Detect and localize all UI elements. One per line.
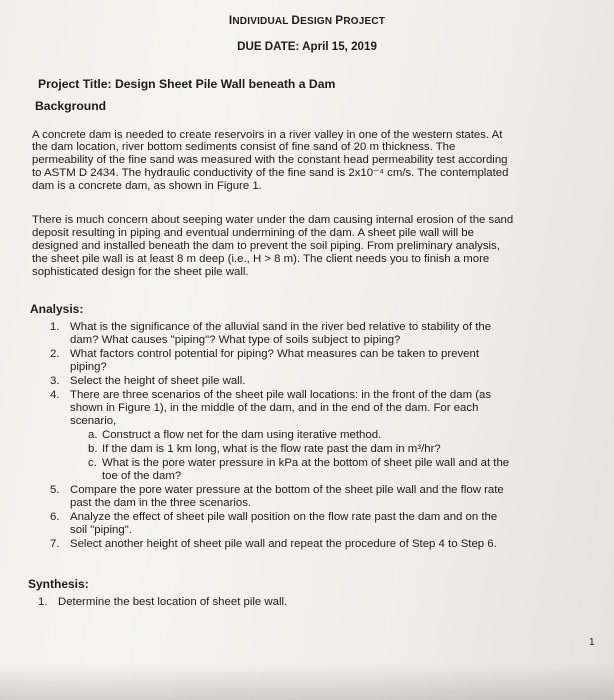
list-item: 7. Select another height of sheet pile wall and repeat the procedure of Step 4 to Step 6. bbox=[50, 538, 497, 550]
analysis-heading: Analysis: bbox=[30, 302, 84, 316]
project-type-heading: INDIVIDUAL DESIGN PROJECT bbox=[228, 13, 386, 27]
document-page: INDIVIDUAL DESIGN PROJECT DUE DATE: April 15, 2019 Project Title: Design Sheet Pile Wall beneath a Dam Background A concrete dam is needed to create reservoirs in a river valley in one of the western states. At the dam location, river bottom sediments consist of fine sand of 20 m thickness. The permeability of the fine sand was measured with the constant head permeability test according to ASTM D 2434. The hydraulic conductivity of the fine sand is 2x10⁻⁴ cm/s. The contemplated dam is a concrete dam, as shown in Figure 1. There is much concern about seeping water under the dam causing internal erosion of the sand deposit resulting in piping and eventual undermining of the dam. A sheet pile wall will be designed and installed beneath the dam to prevent the soil piping. From preliminary analysis, the sheet pile wall is at least 8 m deep (i.e., H > 8 m). The client needs you to finish a more sophisticated design for the sheet pile wall. Analysis: 1. What is the significance of the alluvial sand in the river bed relative to stability of the dam? What causes "piping"? What type of soils subject to piping? 2. What factors control potential for piping? What measures can be taken to prevent piping? 3. Select the height of sheet pile wall. 4. There are three scenarios of the sheet pile wall locations: in the front of the dam (as shown in Figure 1), in the middle of the dam, and in the end of the dam. For each scenario, a. Construct a flow net for the dam using iterative method. b. If the dam is 1 km long, what is the flow rate past the dam in m³/hr? c. What is the pore water pressure in kPa at the bottom of sheet pile wall and at the toe of the dam? 5. Compare the pore water pressure at the bottom of the sheet pile wall and the flow rate past the dam in the three scenarios. 6. Analyze the effect of sheet pile wall position on the flow rate past the dam and on the soil "piping". 7. Select another height of sheet pile wall and repeat the procedure of Step 4 to Step 6. Synthesis: 1. Determine the best location of sheet pile wall. 1 bbox=[0, 0, 614, 700]
project-title: Project Title: Design Sheet Pile Wall beneath a Dam bbox=[38, 77, 336, 91]
page-number: 1 bbox=[589, 637, 595, 648]
list-item: 3. Select the height of sheet pile wall. bbox=[50, 375, 246, 387]
list-item: 5. Compare the pore water pressure at the bottom of the sheet pile wall and the flow rate bbox=[50, 484, 504, 496]
due-date: DUE DATE: April 15, 2019 bbox=[237, 40, 377, 53]
sub-list-item: c. What is the pore water pressure in kPa at the bottom of sheet pile wall and at the bbox=[88, 457, 510, 469]
background-heading: Background bbox=[35, 99, 107, 113]
list-item: 1. What is the significance of the alluvial sand in the river bed relative to stability of the bbox=[50, 321, 492, 333]
sub-list-item: b. If the dam is 1 km long, what is the flow rate past the dam in m³/hr? bbox=[88, 443, 441, 455]
list-item: 1. Determine the best location of sheet pile wall. bbox=[38, 596, 288, 608]
list-item: 2. What factors control potential for piping? What measures can be taken to prevent bbox=[50, 348, 480, 360]
photo-shadow bbox=[0, 664, 614, 700]
synthesis-heading: Synthesis: bbox=[28, 577, 89, 591]
sub-list-item: a. Construct a flow net for the dam using iterative method. bbox=[88, 429, 382, 441]
list-item: 4. There are three scenarios of the sheet pile wall locations: in the front of the dam (as bbox=[50, 389, 492, 401]
list-item: 6. Analyze the effect of sheet pile wall position on the flow rate past the dam and on the bbox=[50, 511, 498, 523]
